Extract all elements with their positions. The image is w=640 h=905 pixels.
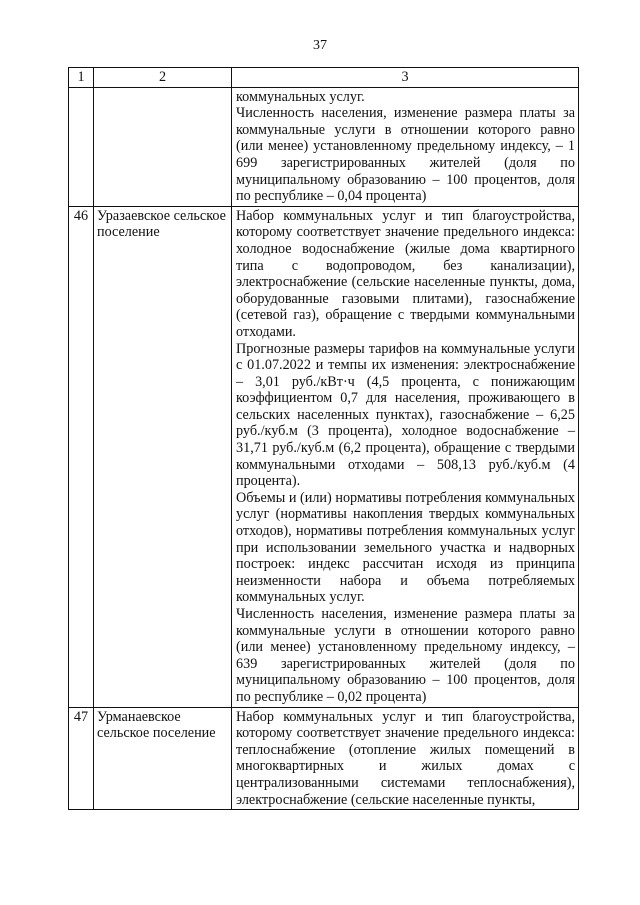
description-paragraph: Набор коммунальных услуг и тип благоустройства, которому соответствует значение предельного индекса: холодное водоснабжение (жилые дома квартирного типа с водопроводом, без канализации), электроснабжение (сельские населенные пункты, дома, оборудованные газовыми плитами), газоснабжение (сетевой газ), обращение с твердыми коммунальными отходами.: [236, 207, 575, 340]
description-paragraph: Объемы и (или) нормативы потребления коммунальных услуг (нормативы накопления твердых коммунальных отходов), нормативы потребления коммунальных услуг при использовании земельного участка и надворных построек: индекс рассчитан исходя из принципа неизменности набора и объема потребляемых коммунальных услуг.: [236, 489, 575, 606]
column-header-3: 3: [232, 68, 579, 88]
description-paragraph: Прогнозные размеры тарифов на коммунальные услуги с 01.07.2022 и темпы их изменения: электроснабжение – 3,01 руб./кВт·ч (4,5 процента, с понижающим коэффициентом 0,7 для населения, проживающего в сельских населенных пунктах), газоснабжение – 6,25 руб./куб.м (3 процента), холодное водоснабжение – 31,71 руб./куб.м (6,2 процента), обращение с твердыми коммунальными отходами – 508,13 руб./куб.м (4 процента).: [236, 340, 575, 490]
tariff-table: [68, 67, 579, 810]
row-number: 47: [69, 707, 94, 810]
table-row: [69, 206, 579, 707]
row-number: [69, 87, 94, 206]
column-header-2: 2: [94, 68, 232, 88]
table-header-row: [69, 68, 579, 88]
settlement-name: Урманаевское сельское поселение: [94, 707, 232, 810]
row-description: [232, 707, 579, 810]
page-number: 37: [313, 38, 327, 53]
settlement-name: [94, 87, 232, 206]
column-header-1: 1: [69, 68, 94, 88]
description-paragraph: коммунальных услуг.: [236, 88, 365, 105]
description-paragraph: Численность населения, изменение размера платы за коммунальные услуги в отношении которого равно (или менее) установленному предельному индексу, – 1 699 зарегистрированных жителей (доля по муниципальному образованию – 100 процентов, доля по республике – 0,04 процента): [236, 105, 575, 205]
description-paragraph: Набор коммунальных услуг и тип благоустройства, которому соответствует значение предельного индекса: теплоснабжение (отопление жилых помещений в многоквартирных и жилых домах с централизованными системами теплоснабжения), электроснабжение (сельские населенные пункты,: [236, 708, 575, 808]
description-paragraph: Численность населения, изменение размера платы за коммунальные услуги в отношении которого равно (или менее) установленному предельному индексу, – 639 зарегистрированных жителей (доля по муниципальному образованию – 100 процентов, доля по республике – 0,02 процента): [236, 606, 575, 705]
table-row: [69, 707, 579, 810]
table-row: [69, 87, 579, 206]
row-number: 46: [69, 206, 94, 707]
row-description: [232, 206, 579, 707]
settlement-name: Уразаевское сельское поселение: [94, 206, 232, 707]
row-description: [232, 87, 579, 206]
